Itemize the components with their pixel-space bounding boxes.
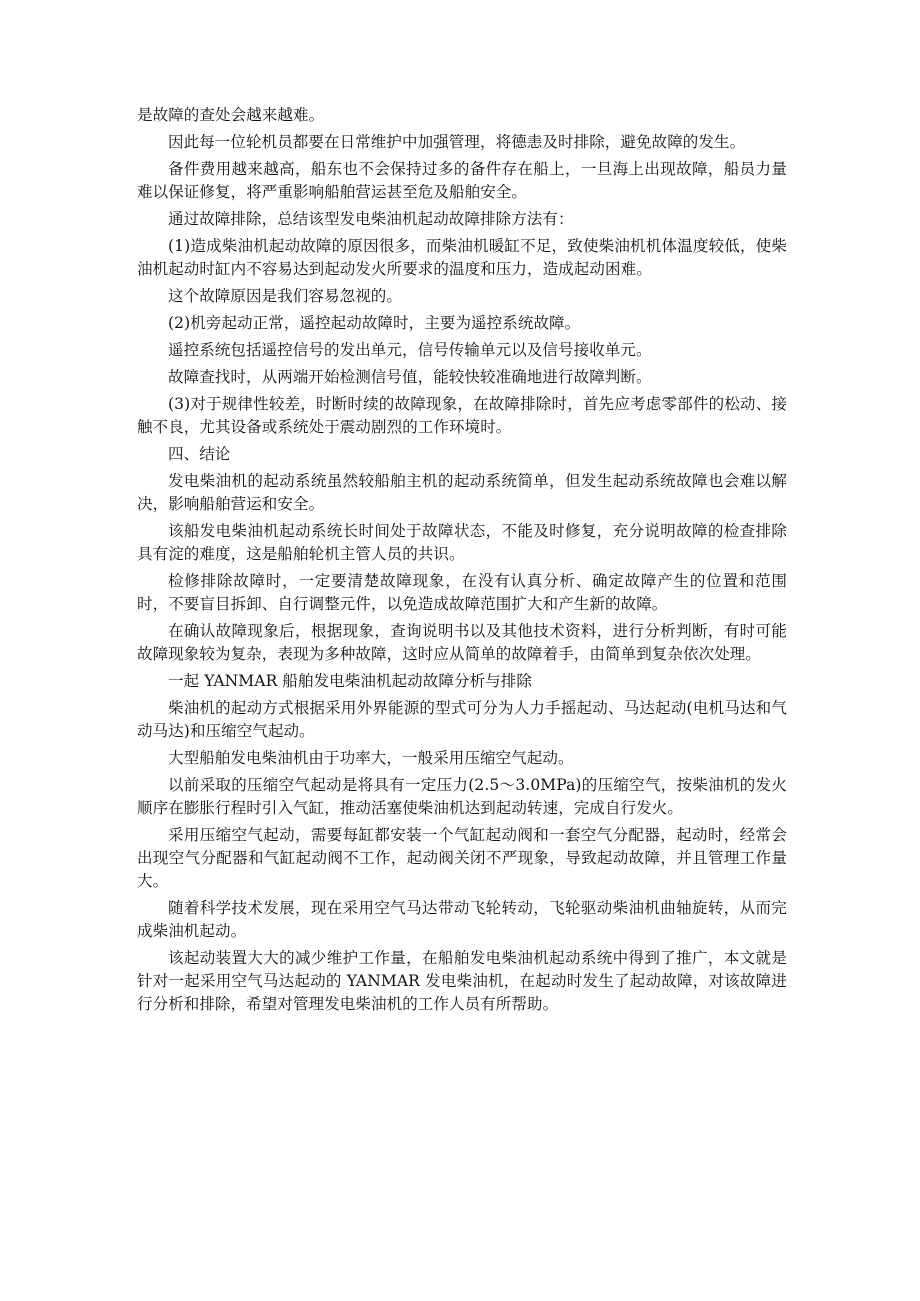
paragraph: 该起动装置大大的减少维护工作量，在船舶发电柴油机起动系统中得到了推广，本文就是针对一起采用空气马达起动的 YANMAR 发电柴油机，在起动时发生了起动故障，对该故障进行分析和排除，希望对管理发电柴油机的工作人员有所帮助。 xyxy=(137,949,787,1013)
paragraph: 备件费用越来越高，船东也不会保持过多的备件存在船上，一旦海上出现故障，船员力量难以保证修复，将严重影响船舶营运甚至危及船舶安全。 xyxy=(137,160,787,201)
paragraph: 该船发电柴油机起动系统长时间处于故障状态，不能及时修复，充分说明故障的检查排除具有淀的难度，这是船舶轮机主管人员的共识。 xyxy=(137,522,787,563)
paragraph: (1)造成柴油机起动故障的原因很多，而柴油机暖缸不足，致使柴油机机体温度较低，使柴油机起动时缸内不容易达到起动发火所要求的温度和压力，造成起动困难。 xyxy=(137,237,787,278)
paragraph: 遥控系统包括遥控信号的发出单元，信号传输单元以及信号接收单元。 xyxy=(168,341,652,359)
paragraph: 这个故障原因是我们容易忽视的。 xyxy=(168,287,403,305)
paragraph: 在确认故障现象后，根据现象，查询说明书以及其他技术资料，进行分析判断，有时可能故障现象较为复杂，表现为多种故障，这时应从简单的故障着手，由简单到复杂依次处理。 xyxy=(137,622,787,663)
paragraph: 采用压缩空气起动，需要每缸都安装一个气缸起动阀和一套空气分配器，起动时，经常会出现空气分配器和气缸起动阀不工作，起动阀关闭不严现象，导致起动故障，并且管理工作量大。 xyxy=(137,826,787,890)
paragraph: (2)机旁起动正常，遥控起动故障时，主要为遥控系统故障。 xyxy=(168,314,581,332)
section-heading: 四、结论 xyxy=(168,445,231,463)
paragraph: 通过故障排除，总结该型发电柴油机起动故障排除方法有： xyxy=(168,210,574,228)
paragraph: 因此每一位轮机员都要在日常维护中加强管理，将德恚及时排除，避免故障的发生。 xyxy=(168,133,746,151)
paragraph: 大型船舶发电柴油机由于功率大，一般采用压缩空气起动。 xyxy=(168,749,574,767)
paragraph: 随着科学技术发展，现在采用空气马达带动飞轮转动，飞轮驱动柴油机曲轴旋转，从而完成柴油机起动。 xyxy=(137,899,787,940)
paragraph: 柴油机的起动方式根据采用外界能源的型式可分为人力手摇起动、马达起动(电机马达和气动马达)和压缩空气起动。 xyxy=(137,699,787,740)
paragraph: 检修排除故障时，一定要清楚故障现象，在没有认真分析、确定故障产生的位置和范围时，不要盲目拆卸、自行调整元件，以免造成故障范围扩大和产生新的故障。 xyxy=(137,572,787,613)
paragraph: 是故障的查处会越来越难。 xyxy=(137,106,325,124)
article-title: 一起 YANMAR 船舶发电柴油机起动故障分析与排除 xyxy=(168,672,532,690)
paragraph: 以前采取的压缩空气起动是将具有一定压力(2.5～3.0MPa)的压缩空气，按柴油机的发火顺序在膨胀行程时引入气缸，推动活塞使柴油机达到起动转速，完成自行发火。 xyxy=(137,776,787,817)
paragraph: (3)对于规律性较差，时断时续的故障现象，在故障排除时，首先应考虑零部件的松动、接触不良，尤其设备或系统处于震动剧烈的工作环境时。 xyxy=(137,395,787,436)
paragraph: 发电柴油机的起动系统虽然较船舶主机的起动系统简单，但发生起动系统故障也会难以解决，影响船舶营运和安全。 xyxy=(137,472,787,513)
document-body xyxy=(137,104,787,1020)
paragraph: 故障查找时，从两端开始检测信号值，能较快较准确地进行故障判断。 xyxy=(168,368,652,386)
